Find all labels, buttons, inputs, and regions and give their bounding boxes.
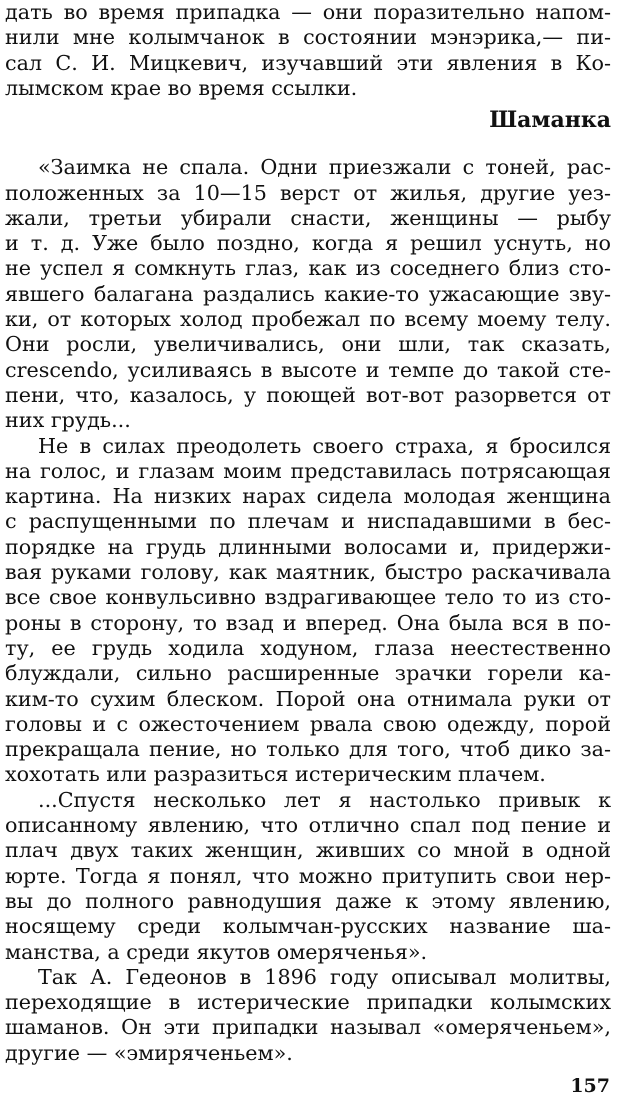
quote-p2-line-4: с распущенными по плечам и ниспадавшими в бес- bbox=[5, 509, 611, 534]
closing-line-2: переходящие в истерические припадки колымских bbox=[5, 990, 611, 1015]
quote-p1-line-2: положенных за 10—15 верст от жилья, другие уез- bbox=[5, 180, 611, 205]
quote-p2-line-2: на голос, и глазам моим представилась потрясающая bbox=[5, 458, 611, 483]
closing-line-4: другие — «эмиряченьем». bbox=[5, 1040, 293, 1065]
quote-p2-line-5: порядке на грудь длинными волосами и, придержи- bbox=[5, 534, 611, 559]
quote-p1-line-1: «Заимка не спала. Одни приезжали с тоней, рас- bbox=[38, 155, 611, 180]
quote-p1-line-6: явшего балагана раздались какие-то ужасающие зву- bbox=[5, 281, 611, 306]
quote-p1-line-4: и т. д. Уже было поздно, когда я решил уснуть, но bbox=[5, 231, 611, 256]
closing-line-3: шаманов. Он эти припадки называл «омеряченьем», bbox=[5, 1015, 611, 1040]
quote-p1-line-7: ки, от которых холод пробежал по всему моему телу. bbox=[5, 307, 611, 331]
quote-p1-line-9: crescendo, усиливаясь в высоте и темпе до такой сте- bbox=[5, 357, 611, 382]
intro-line-3: сал С. И. Мицкевич, изучавший эти явления в Ко- bbox=[5, 50, 611, 75]
quote-p1-line-11: них грудь... bbox=[5, 408, 131, 433]
quote-p3-line-4: юрте. Тогда я понял, что можно притупить свои нер- bbox=[5, 863, 611, 888]
quote-p1-line-3: жали, третьи убирали снасти, женщины — рыбу bbox=[5, 205, 611, 230]
page-number: 157 bbox=[570, 1075, 610, 1097]
quote-p2-line-9: ту, ее грудь ходила ходуном, глаза неестественно bbox=[5, 635, 611, 660]
quote-p2-line-14: хохотать или разразиться истерическим плачем. bbox=[5, 762, 546, 787]
quote-p3-line-7: манства, а среди якутов омеряченья». bbox=[5, 939, 428, 964]
closing-line-1: Так А. Гедеонов в 1896 году описывал молитвы, bbox=[38, 964, 611, 989]
quote-p2-line-7: все свое конвульсивно вздрагивающее тело то из сто- bbox=[5, 585, 611, 610]
quote-p2-line-6: вая руками голову, как маятник, быстро раскачивала bbox=[5, 560, 611, 584]
intro-line-2: нили мне колымчанок в состоянии мэнэрика,— пи- bbox=[5, 25, 611, 50]
quote-p2-line-8: роны в сторону, то взад и вперед. Она была вся в по- bbox=[5, 610, 611, 635]
quote-p3-line-3: плач двух таких женщин, живших со мной в одной bbox=[5, 838, 611, 863]
quote-p3-line-5: вы до полного равнодушия даже к этому явлению, bbox=[5, 888, 611, 913]
quote-p3-line-1: ...Спустя несколько лет я настолько привык к bbox=[38, 787, 611, 812]
quote-p2-line-11: ким-то сухим блеском. Порой она отнимала руки от bbox=[5, 686, 611, 711]
quote-p2-line-1: Не в силах преодолеть своего страха, я бросился bbox=[38, 433, 611, 458]
quote-p2-line-10: блуждали, сильно расширенные зрачки горели ка- bbox=[5, 661, 611, 686]
quote-p2-line-13: прекращала пение, но только для того, чтоб дико за- bbox=[5, 737, 611, 762]
quote-p2-line-12: головы и с ожесточением рвала свою одежду, порой bbox=[5, 711, 611, 736]
quote-p3-line-6: носящему среди колымчан-русских название ша- bbox=[5, 914, 611, 939]
quote-p3-line-2: описанному явлению, что отлично спал под пение и bbox=[5, 813, 611, 837]
intro-line-4: лымском крае во время ссылки. bbox=[5, 75, 358, 100]
section-heading: Шаманка bbox=[489, 107, 611, 134]
quote-p1-line-5: не успел я сомкнуть глаз, как из соседнего близ сто- bbox=[5, 256, 611, 281]
quote-p1-line-8: Они росли, увеличивались, они шли, так сказать, bbox=[5, 332, 611, 357]
quote-p1-line-10: пени, что, казалось, у поющей вот-вот разорвется от bbox=[5, 382, 611, 407]
quote-p2-line-3: картина. На низких нарах сидела молодая женщина bbox=[5, 484, 611, 509]
intro-line-1: дать во время припадка — они поразительно напом- bbox=[5, 0, 611, 24]
